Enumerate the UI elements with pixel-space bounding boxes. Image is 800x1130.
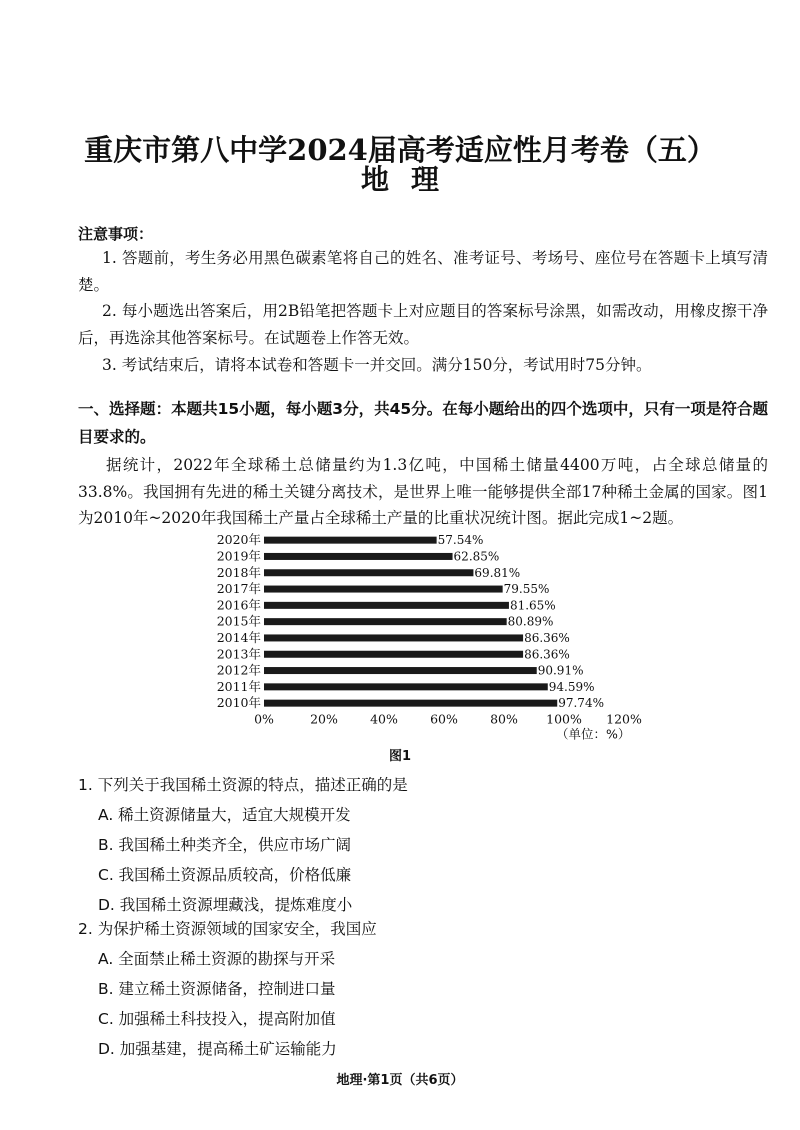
question-stem: 1. 下列关于我国稀土资源的特点，描述正确的是 (78, 776, 408, 794)
x-tick-label: 40% (370, 711, 398, 727)
option-c[interactable]: C. 我国稀土资源品质较高，价格低廉 (98, 866, 352, 884)
bar (264, 569, 473, 576)
note-item: 2. 每小题选出答案后，用2B铅笔把答题卡上对应题目的答案标号涂黑，如需改动，用橡皮擦干净后，再选涂其他答案标号。在试题卷上作答无效。 (78, 302, 768, 347)
option-a[interactable]: A. 稀土资源储量大，适宜大规模开发 (98, 806, 351, 824)
category-label: 2010年 (216, 695, 261, 711)
category-label: 2019年 (216, 548, 261, 564)
x-tick-label: 60% (430, 711, 458, 727)
data-label: 86.36% (524, 647, 570, 662)
note-item: 3. 考试结束后，请将本试卷和答题卡一并交回。满分150分，考试用时75分钟。 (102, 355, 652, 374)
category-label: 2017年 (216, 581, 261, 597)
category-label: 2018年 (216, 564, 261, 580)
category-label: 2011年 (216, 678, 261, 694)
option-d[interactable]: D. 我国稀土资源埋藏浅，提炼难度小 (98, 896, 353, 914)
unit-label: （单位：%） (556, 726, 631, 742)
data-label: 86.36% (524, 630, 570, 645)
category-label: 2015年 (216, 613, 261, 629)
data-label: 97.74% (558, 696, 604, 711)
bar (264, 586, 503, 593)
x-tick-label: 120% (606, 711, 642, 727)
section-heading: 一、选择题：本题共15小题，每小题3分，共45分。在每小题给出的四个选项中，只有一项是符合题目要求的。 (78, 400, 768, 446)
category-label: 2020年 (216, 532, 261, 548)
data-label: 69.81% (474, 565, 521, 580)
subject-title: 地理 (360, 163, 461, 196)
category-label: 2014年 (216, 629, 261, 645)
question-2 (78, 914, 768, 1064)
data-label: 94.59% (548, 679, 595, 694)
option-b[interactable]: B. 建立稀土资源储备，控制进口量 (98, 980, 336, 998)
data-label: 62.85% (453, 549, 500, 564)
note-item: 1. 答题前，考生务必用黑色碳素笔将自己的姓名、准考证号、考场号、座位号在答题卡上填写清楚。 (78, 249, 768, 294)
bar (264, 683, 548, 690)
data-label: 57.54% (437, 533, 484, 548)
exam-title: 重庆市第八中学2024届高考适应性月考卷（五） (84, 133, 716, 167)
category-label: 2013年 (216, 646, 261, 662)
figure-caption: 图1 (388, 749, 412, 764)
option-b[interactable]: B. 我国稀土种类齐全，供应市场广阔 (98, 836, 351, 854)
data-label: 80.89% (507, 614, 554, 629)
data-label: 81.65% (509, 598, 556, 613)
bar (264, 553, 453, 560)
option-c[interactable]: C. 加强稀土科技投入，提高附加值 (98, 1010, 336, 1028)
x-tick-label: 0% (254, 711, 274, 727)
x-tick-label: 100% (546, 711, 582, 727)
page-footer: 地理·第1页（共6页） (336, 1073, 464, 1088)
bar (264, 667, 537, 674)
question-1 (78, 770, 768, 920)
notes-list (78, 245, 768, 378)
data-label: 79.55% (503, 582, 550, 597)
bar (264, 618, 507, 625)
option-d[interactable]: D. 加强基建，提高稀土矿运输能力 (98, 1040, 337, 1058)
x-tick-label: 80% (490, 711, 518, 727)
bar (264, 602, 509, 609)
bar (264, 634, 523, 641)
question-stem: 2. 为保护稀土资源领域的国家安全，我国应 (78, 920, 377, 938)
notes-heading: 注意事项： (78, 225, 154, 243)
bar (264, 537, 437, 544)
data-label: 90.91% (537, 663, 584, 678)
material-paragraph: 据统计，2022年全球稀土总储量约为1.3亿吨，中国稀土储量4400万吨，占全球总储量的33.8%。我国拥有先进的稀土关键分离技术，是世界上唯一能够提供全部17种稀土金属的国家。图1为2010年~2020年我国稀土产量占全球稀土产量的比重状况统计图。据此完成1~2题。 (78, 456, 768, 528)
bar (264, 700, 557, 707)
category-label: 2012年 (216, 662, 261, 678)
option-a[interactable]: A. 全面禁止稀土资源的勘探与开采 (98, 950, 336, 968)
category-label: 2016年 (216, 597, 261, 613)
bar (264, 651, 523, 658)
x-tick-label: 20% (310, 711, 338, 727)
rare-earth-share-bar-chart (200, 528, 660, 743)
